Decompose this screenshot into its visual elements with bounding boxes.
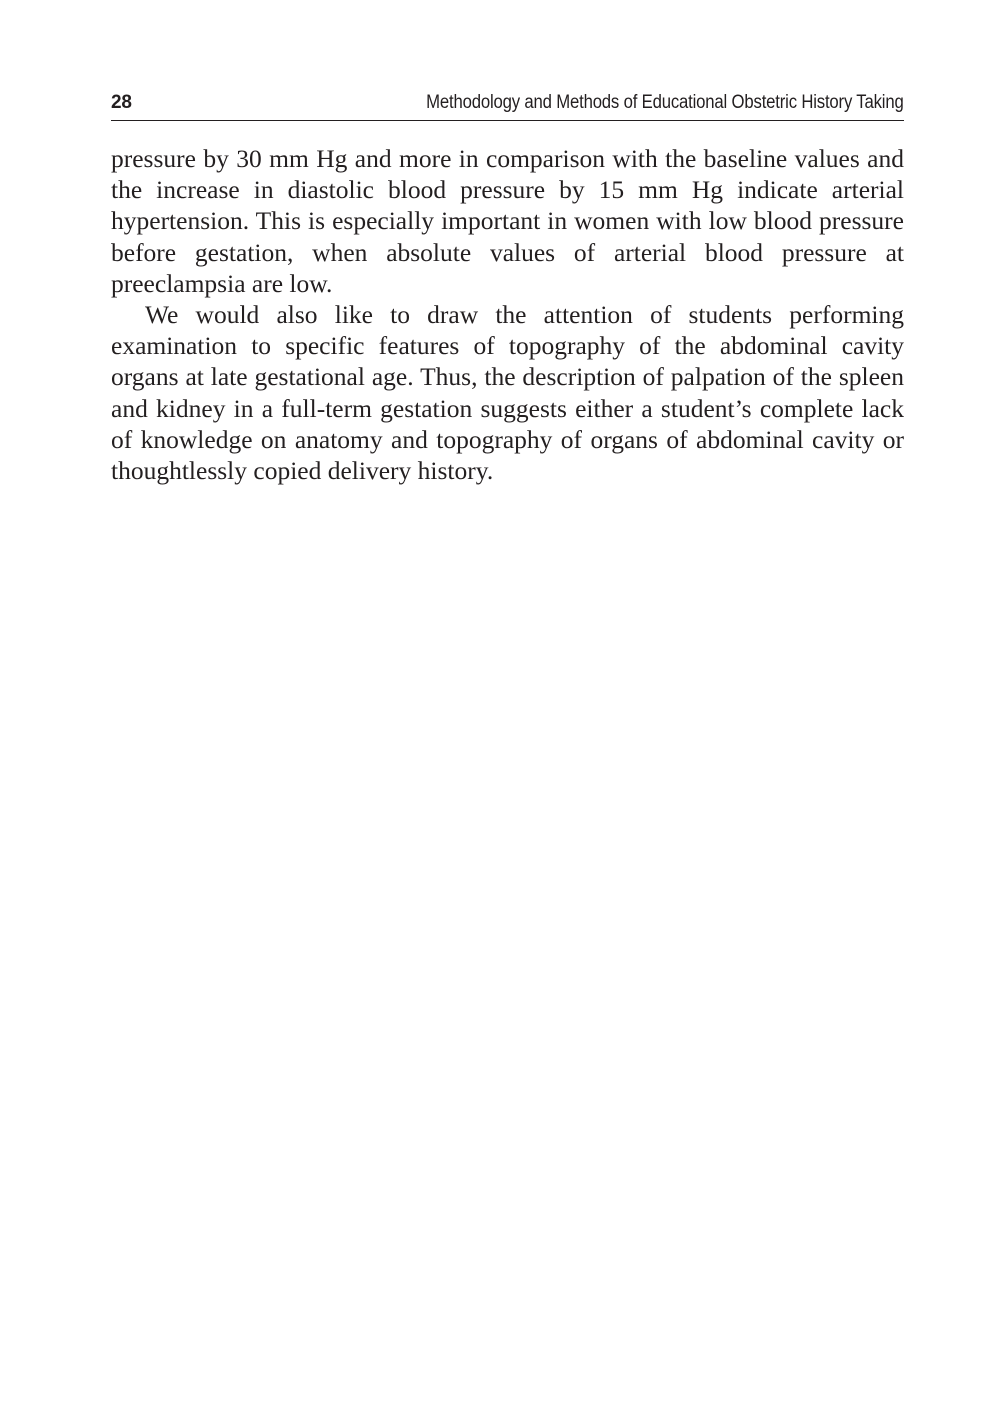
- paragraph: We would also like to draw the attention of students performing examination to specific features of topography of the abdominal cavity organs at late gestational age. Thus, the description of palpation of the spleen and kidney in a full-term gestation suggests either a student’s complete lack of knowledge on anatomy and topography of organs of abdominal cavity or thoughtlessly copied delivery history.: [111, 300, 904, 486]
- book-page: [111, 88, 904, 486]
- running-header: [111, 88, 904, 121]
- running-title: Methodology and Methods of Educational Obstetric History Taking: [426, 92, 904, 113]
- page-number: 28: [111, 92, 132, 113]
- body-text: [111, 143, 904, 486]
- paragraph-continued: pressure by 30 mm Hg and more in comparison with the baseline values and the increase in diastolic blood pressure by 15 mm Hg indicate arterial hypertension. This is especially important in women with low blood pressure before gestation, when absolute values of arterial blood pressure at preeclampsia are low.: [111, 144, 904, 298]
